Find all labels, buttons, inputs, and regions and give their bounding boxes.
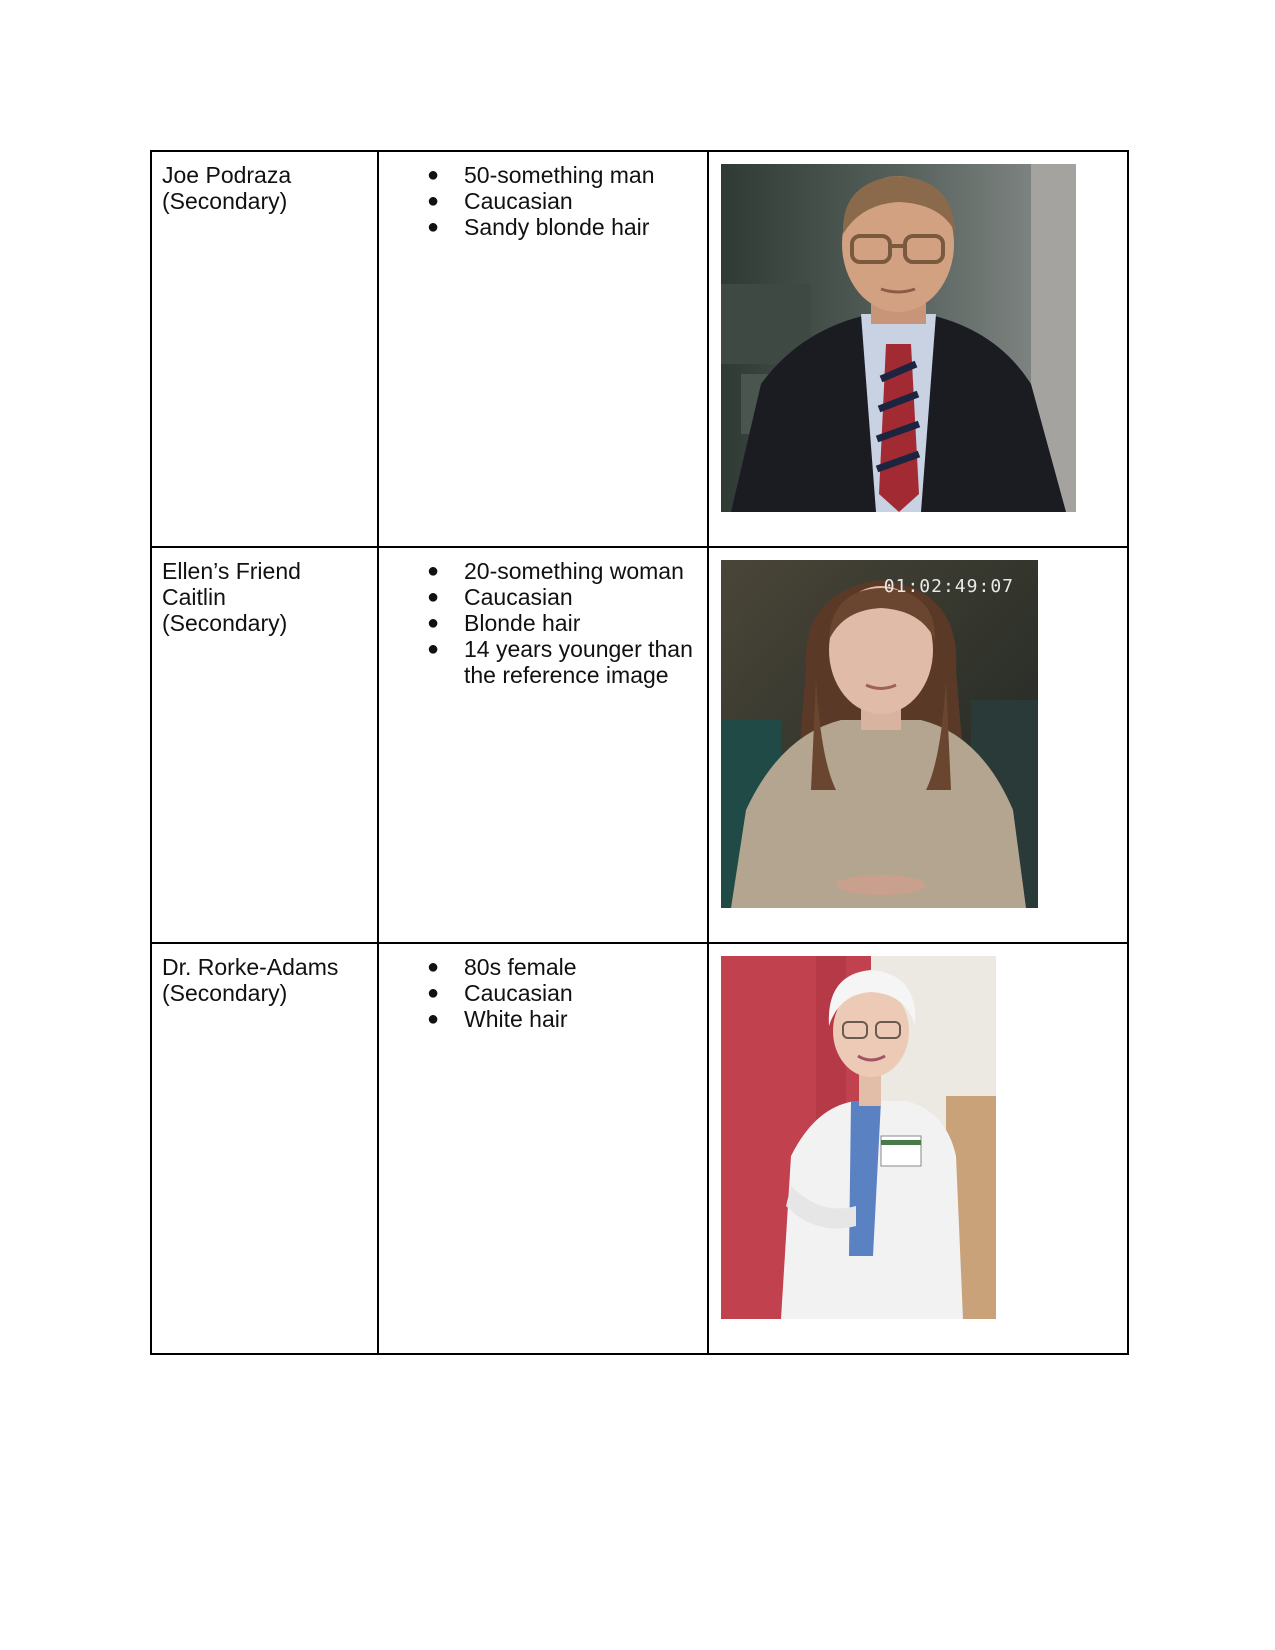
bullet-icon: ● — [427, 164, 440, 186]
character-name-cell — [151, 547, 378, 943]
bullet-icon: ● — [427, 1008, 440, 1030]
table-row — [151, 547, 1128, 943]
list-item: ● Caucasian — [427, 980, 573, 1006]
reference-image-cell — [708, 151, 1128, 547]
description-cell — [378, 547, 708, 943]
trait-list — [379, 558, 699, 688]
table-row — [151, 151, 1128, 547]
woman-portrait-image — [721, 560, 1038, 908]
bullet-icon: ● — [427, 956, 440, 978]
reference-photo — [721, 956, 996, 1319]
character-role: (Secondary) — [162, 188, 288, 214]
character-role: (Secondary) — [162, 610, 288, 636]
list-item: ● Caucasian — [427, 584, 573, 610]
list-item: ● 80s female — [427, 954, 577, 980]
character-table — [150, 150, 1129, 1355]
bullet-icon: ● — [427, 190, 440, 212]
list-item: ● Sandy blonde hair — [427, 214, 650, 240]
bullet-icon: ● — [427, 560, 440, 582]
description-cell — [378, 943, 708, 1354]
character-name-cell — [151, 943, 378, 1354]
table-row — [151, 943, 1128, 1354]
character-name: Joe Podraza — [162, 162, 292, 188]
list-item: ● 50-something man — [427, 162, 655, 188]
trait-list — [379, 162, 699, 240]
bullet-icon: ● — [427, 612, 440, 634]
bullet-icon: ● — [427, 216, 440, 238]
man-portrait-image — [721, 164, 1076, 512]
bullet-icon: ● — [427, 638, 440, 660]
list-item: ● 20-something woman — [427, 558, 684, 584]
reference-photo — [721, 560, 1038, 908]
character-role: (Secondary) — [162, 980, 288, 1006]
doctor-portrait-image — [721, 956, 996, 1319]
trait-list — [379, 954, 699, 1032]
list-item: ● Blonde hair — [427, 610, 581, 636]
description-cell — [378, 151, 708, 547]
character-name: Dr. Rorke-Adams — [162, 954, 339, 980]
bullet-icon: ● — [427, 586, 440, 608]
list-item: ● 14 years younger than the reference image — [427, 636, 693, 688]
list-item: ● Caucasian — [427, 188, 573, 214]
character-name-cell — [151, 151, 378, 547]
timecode-overlay: 01:02:49:07 — [883, 576, 1014, 597]
character-name: Ellen’s Friend — [162, 558, 301, 584]
reference-image-cell — [708, 943, 1128, 1354]
bullet-icon: ● — [427, 982, 440, 1004]
list-item: ● White hair — [427, 1006, 568, 1032]
character-name: Caitlin — [162, 584, 226, 610]
reference-photo — [721, 164, 1076, 512]
reference-image-cell — [708, 547, 1128, 943]
